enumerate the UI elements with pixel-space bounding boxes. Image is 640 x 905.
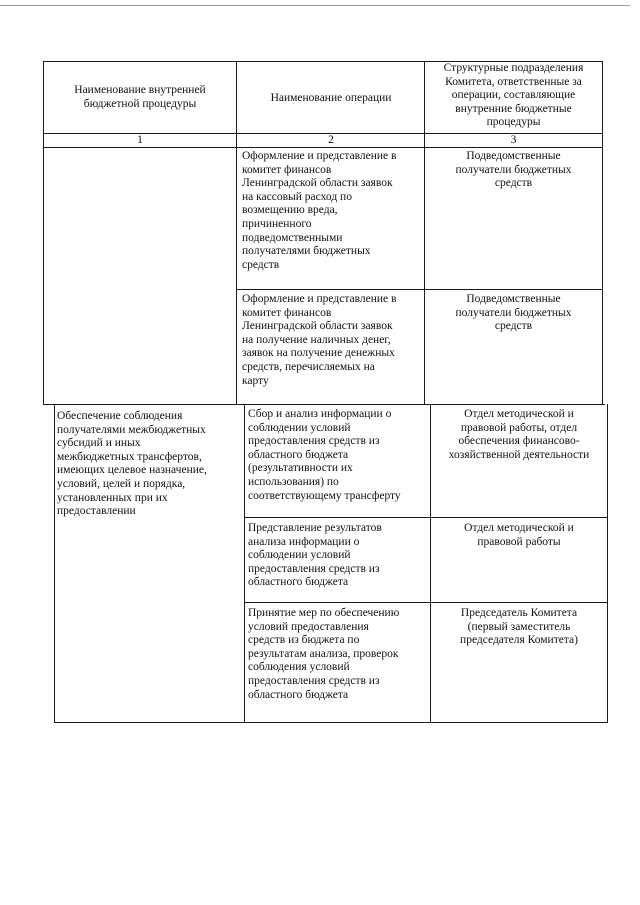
- table-row-1-responsible: Подведомственные получатели бюджетных средств: [455, 150, 572, 190]
- col-line-2-top: [424, 61, 425, 405]
- table-row-3-procedure: Обеспечение соблюдения получателями межбюджетных субсидий и иных межбюджетных трансфертов, имеющих целевое назначение, условий, целей и порядка, установленных при их предоставлении: [57, 410, 207, 518]
- col-line-right-top: [602, 61, 603, 405]
- header-procedure-name: Наименование внутренней бюджетной процедуры: [74, 84, 206, 110]
- table-row-2-responsible: Подведомственные получатели бюджетных средств: [455, 293, 572, 333]
- row1-bottom-line: [236, 289, 603, 290]
- table-row-3-responsible: Отдел методической и правовой работы, отдел обеспечения финансово- хозяйственной деятельности: [448, 408, 590, 461]
- table-row-4-operation: Представление результатов анализа информации о соблюдении условий предоставления средств из областного бюджета: [248, 522, 382, 589]
- col-line-left-bottom: [54, 404, 55, 723]
- col-line-left-top: [43, 61, 44, 405]
- column-number-2: 2: [328, 134, 334, 146]
- table-row-2-operation: Оформление и представление в комитет финансов Ленинградской области заявок на получение наличных денег, заявок на получение денежных средств, перечисляемых на карту: [242, 293, 397, 387]
- header-responsible-units: Структурные подразделения Комитета, ответственные за операции, составляющие внутренние бюджетные процедуры: [443, 62, 584, 129]
- table-row-3-operation: Сбор и анализ информации о соблюдении условий предоставления средств из областного бюджета (результативности их использования) по соответствующему трансферту: [248, 408, 401, 502]
- col-line-2-bottom: [430, 404, 431, 723]
- column-number-1: 1: [137, 134, 143, 146]
- col-line-right-bottom: [607, 404, 608, 723]
- col-line-1-bottom: [244, 404, 245, 723]
- table-row-1-operation: Оформление и представление в комитет финансов Ленинградской области заявок на кассовый расход по возмещению вреда, причиненного подведомственными получателями бюджетных средств: [242, 150, 397, 271]
- table-row-5-operation: Принятие мер по обеспечению условий предоставления средств из бюджета по результатам анализа, проверок соблюдения условий предоставления средств из областного бюджета: [248, 607, 400, 701]
- table-row-5-responsible: Председатель Комитета (первый заместитель председателя Комитета): [460, 607, 578, 647]
- column-number-3: 3: [510, 134, 517, 146]
- col-line-1-top: [236, 61, 237, 405]
- table-row-4-responsible: Отдел методической и правовой работы: [464, 522, 574, 548]
- table-border-bottom: [54, 722, 608, 723]
- row4-bottom-line: [244, 602, 608, 603]
- header-operation-name: Наименование операции: [270, 92, 392, 104]
- row2-bottom-line: [43, 404, 605, 405]
- row3-bottom-line: [244, 517, 608, 518]
